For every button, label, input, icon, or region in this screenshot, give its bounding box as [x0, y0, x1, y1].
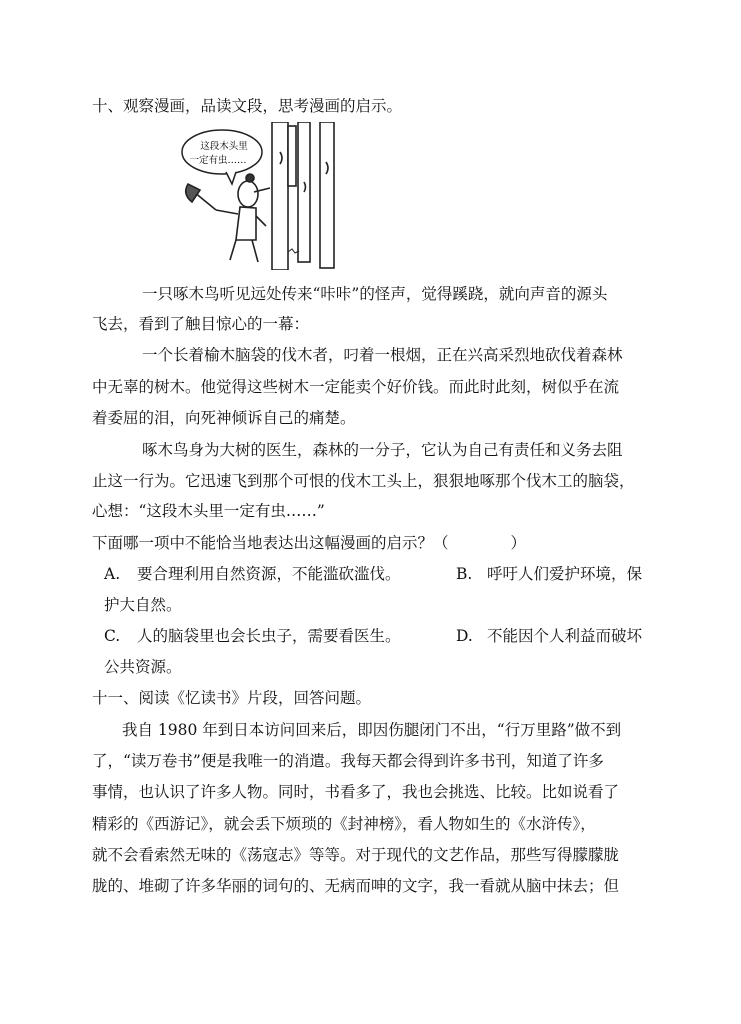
bubble-text-line2: 一定有虫……	[189, 155, 247, 166]
q10-heading: 十、观察漫画，品读文段，思考漫画的启示。	[92, 97, 403, 115]
q11-passage-line6: 胧的、堆砌了许多华丽的词句的、无病而呻的文字，我一看就从脑中抹去；但	[92, 877, 620, 895]
option-a-text: 要合理利用自然资源，不能滥砍滥伐。	[137, 565, 401, 583]
woodpecker-logger-comic	[180, 122, 342, 270]
q10-para2-line2: 中无辜的树木。他觉得这些树木一定能卖个好价钱。而此时此刻，树似乎在流	[92, 378, 620, 396]
tree-trunk	[288, 126, 296, 186]
q10-para2-line1: 一个长着榆木脑袋的伐木者，叼着一根烟，正在兴高采烈地砍伐着森林	[142, 346, 623, 364]
option-c-letter: C.	[104, 627, 121, 645]
speech-bubble-tail	[226, 172, 236, 184]
q11-passage-line2: 了，“读万卷书”便是我唯一的消遣。我每天都会得到许多书刊，知道了许多	[92, 752, 604, 770]
option-b-continuation: 护大自然。	[104, 596, 182, 614]
q10-para3-line2: 止这一行为。它迅速飞到那个可恨的伐木工头上，狠狠地啄那个伐木工的脑袋，	[92, 472, 635, 490]
speech-bubble	[182, 130, 262, 174]
option-b-text: 呼吁人们爱护环境，保	[487, 565, 643, 583]
option-a-letter: A.	[104, 565, 121, 583]
q10-question: 下面哪一项中不能恰当地表达出这幅漫画的启示？（ ）	[92, 534, 527, 552]
option-d-continuation: 公共资源。	[104, 658, 182, 676]
bubble-text-line1: 这段木头里	[200, 141, 248, 152]
q11-passage-line4: 精彩的《西游记》，就会丢下烦琐的《封神榜》，看人物如生的《水浒传》，	[92, 815, 596, 833]
q11-passage-line1: 我自 1980 年到日本访问回来后，即因伤腿闭门不出，“行万里路”做不到	[122, 721, 622, 739]
axe	[186, 184, 216, 210]
q10-para2-line3: 着委屈的泪，向死神倾诉自己的痛楚。	[92, 409, 356, 427]
q11-heading: 十一、阅读《忆读书》片段，回答问题。	[92, 689, 372, 707]
option-d-letter: D.	[456, 627, 473, 645]
option-d-text: 不能因个人利益而破坏	[487, 627, 643, 645]
logger-figure	[216, 174, 270, 262]
tree-trunk	[272, 122, 288, 270]
q11-passage-line3: 事情，也认识了许多人物。同时，书看多了，我也会挑选、比较。比如说看了	[92, 783, 620, 801]
forest-trees	[272, 122, 334, 270]
q10-para1-line1: 一只啄木鸟听见远处传来“咔咔”的怪声，觉得蹊跷，就向声音的源头	[142, 285, 608, 303]
q10-para3-line3: 心想：“这段木头里一定有虫……”	[92, 502, 325, 520]
q10-para1-line2: 飞去，看到了触目惊心的一幕：	[92, 315, 310, 333]
q11-passage-line5: 就不会看索然无味的《荡寇志》等等。对于现代的文艺作品，那些写得朦朦胧	[92, 846, 620, 864]
tree-trunk	[320, 122, 334, 268]
q10-para3-line1: 啄木鸟身为大树的医生，森林的一分子，它认为自己有责任和义务去阻	[142, 441, 623, 459]
option-b-letter: B.	[456, 565, 473, 583]
option-c-text: 人的脑袋里也会长虫子，需要看医生。	[137, 627, 401, 645]
woodpecker-shape	[246, 174, 254, 182]
